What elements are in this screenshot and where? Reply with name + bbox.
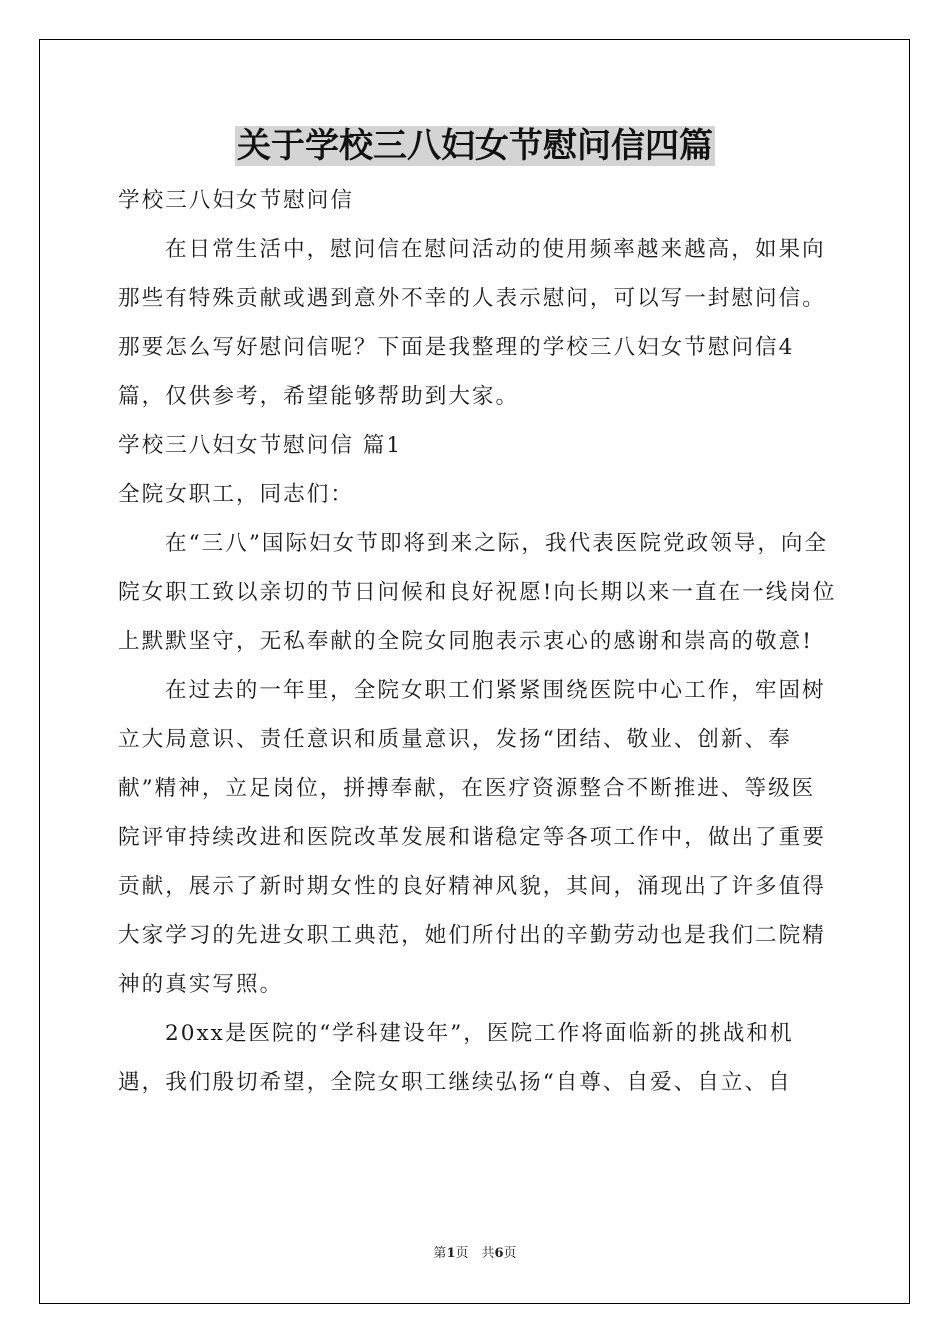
page-mid: 页 共 (455, 1246, 495, 1261)
page-suffix: 页 (503, 1246, 517, 1261)
page-number: 1 (446, 1246, 456, 1261)
document-title-text: 关于学校三八妇女节慰问信四篇 (237, 126, 713, 166)
document-title (0, 124, 950, 168)
intro-paragraph: 在日常生活中，慰问信在慰问活动的使用频率越来越高，如果向那些有特殊贡献或遇到意外不幸的人表示慰问，可以写一封慰问信。那要怎么写好慰问信呢？下面是我整理的学校三八妇女节慰问信4篇，仅供参考，希望能够帮助到大家。 (118, 237, 826, 409)
page-total: 6 (494, 1246, 504, 1261)
letter-paragraph: 在“三八”国际妇女节即将到来之际，我代表医院党政领导，向全院女职工致以亲切的节日问候和良好祝愿!向长期以来一直在一线岗位上默默坚守，无私奉献的全院女同胞表示衷心的感谢和崇高的敬意! (118, 531, 837, 654)
salutation: 全院女职工，同志们： (118, 482, 354, 507)
section-heading: 学校三八妇女节慰问信 (118, 188, 354, 213)
letter-paragraph: 在过去的一年里，全院女职工们紧紧围绕医院中心工作，牢固树立大局意识、责任意识和质量意识，发扬“团结、敬业、创新、奉献”精神，立足岗位，拼搏奉献，在医疗资源整合不断推进、等级医院评审持续改进和医院改革发展和谐稳定等各项工作中，做出了重要贡献，展示了新时期女性的良好精神风貌，其间，涌现出了许多值得大家学习的先进女职工典范，她们所付出的辛勤劳动也是我们二院精神的真实写照。 (118, 678, 826, 997)
page-prefix: 第 (433, 1246, 447, 1261)
document-body (118, 176, 838, 1107)
letter-heading: 学校三八妇女节慰问信 篇1 (118, 433, 403, 458)
letter-paragraph: 20xx是医院的“学科建设年”，医院工作将面临新的挑战和机遇，我们殷切希望，全院女职工继续弘扬“自尊、自爱、自立、自 (118, 1021, 794, 1095)
page-footer (0, 1244, 950, 1264)
